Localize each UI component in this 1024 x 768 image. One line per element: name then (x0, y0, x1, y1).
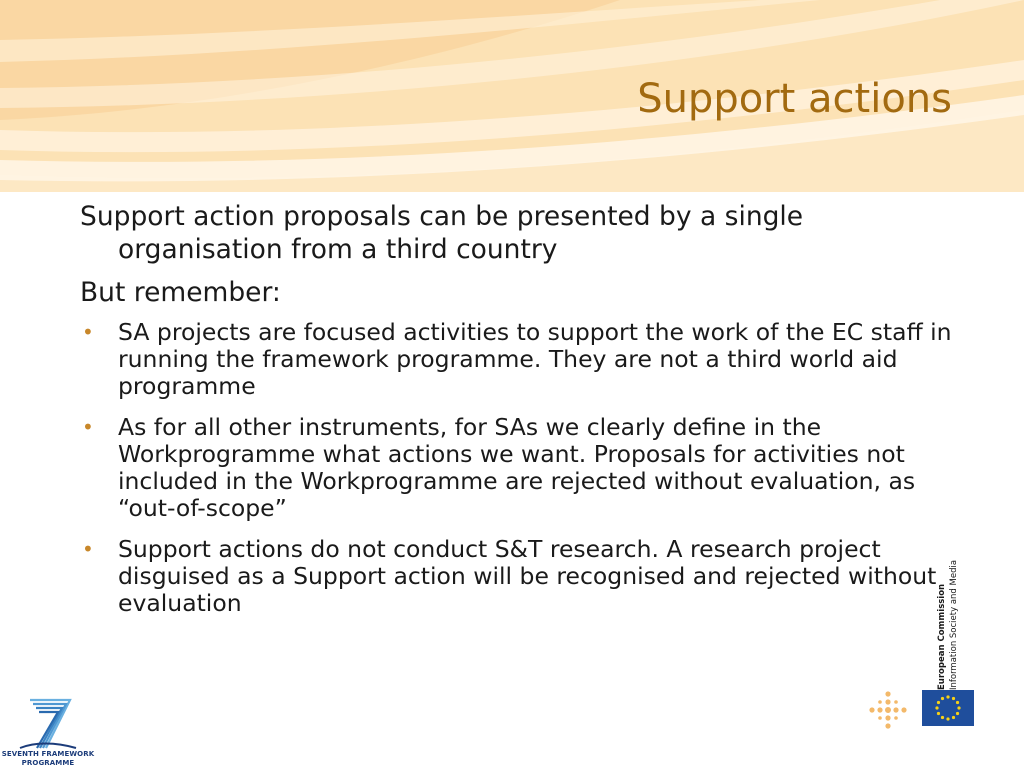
ec-name: European Commission (937, 583, 947, 690)
eu-flag-icon (922, 690, 974, 726)
intro-paragraph: Support action proposals can be presented by a single organisation from a third country (80, 201, 804, 265)
slide-body (80, 200, 960, 631)
bullet-item (80, 414, 960, 522)
header-banner (0, 0, 1024, 192)
eu-star-icon (935, 706, 938, 709)
eu-star-icon (946, 695, 949, 698)
ec-branding-rotated (936, 540, 976, 690)
ec-branding (936, 540, 976, 690)
bullet-item (80, 319, 960, 400)
fp7-label-line1: SEVENTH FRAMEWORK (1, 750, 95, 758)
bullet-text: As for all other instruments, for SAs we clearly define in the Workprogramme what actions we want. Proposals for activities not included in the Workprogramme are rejected without evaluation, as “out-of-scope” (118, 413, 916, 522)
eu-star-icon (937, 701, 940, 704)
bullet-text: Support actions do not conduct S&T research. A research project disguised as a Support action will be recognised and rejected without evaluation (118, 535, 937, 617)
eu-star-icon (946, 717, 949, 720)
bullet-icon: • (82, 537, 94, 561)
bullet-icon: • (82, 320, 94, 344)
bullet-item (80, 536, 960, 617)
bullet-list (80, 319, 960, 617)
fp7-logo (0, 694, 96, 768)
eu-star-icon (952, 716, 955, 719)
eu-star-icon (957, 706, 960, 709)
eu-star-icon (941, 697, 944, 700)
slide-title: Support actions (637, 76, 952, 122)
eu-star-icon (952, 697, 955, 700)
eu-star-icon (956, 712, 959, 715)
eu-star-icon (941, 716, 944, 719)
fp7-label-line2: PROGRAMME (21, 759, 75, 767)
fp7-seven-icon (0, 694, 96, 750)
ec-dg-name: Information Society and Media (949, 559, 959, 690)
subheading: But remember: (80, 277, 281, 308)
bullet-text: SA projects are focused activities to support the work of the EC staff in running the framework programme. They are not a third world aid programme (118, 318, 952, 400)
bullet-icon: • (82, 415, 94, 439)
dot-cross-icon (868, 690, 908, 730)
eu-star-icon (956, 701, 959, 704)
eu-star-icon (937, 712, 940, 715)
